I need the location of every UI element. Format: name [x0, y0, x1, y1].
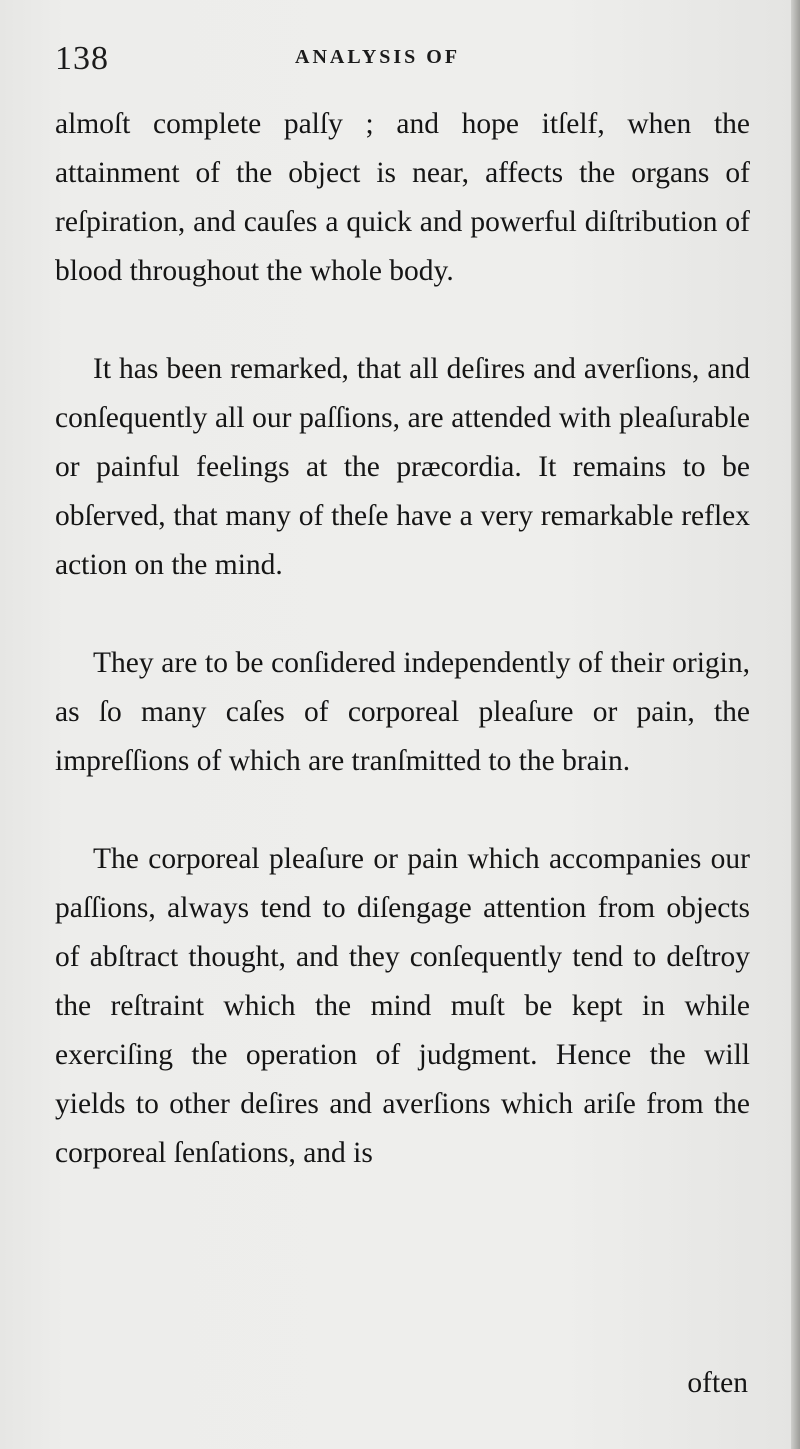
page-number: 138 [55, 40, 109, 77]
paragraph-continuation: almoſt complete palſy ; and hope itſelf, when the attainment of the object is near, affects the organs of reſpiration, and cauſes a quick and powerful diſtribution of blood throughout the whole body. [55, 108, 750, 287]
running-head: ANALYSIS OF [295, 46, 461, 68]
page-header [55, 40, 750, 80]
paragraph-judgment: The corporeal pleaſure or pain which accompanies our paſſions, always tend to diſengage attention from objects of abſtract thought, and they conſequently tend to deſtroy the reſtraint which the mind muſt be kept in while exerciſing the operation of judgment. Hence the will yields to other deſires and averſions which ariſe from the corporeal ſenſations, and is [55, 843, 750, 1169]
catchword: often [687, 1367, 748, 1399]
page-edge-shadow [791, 0, 800, 1449]
body-text [55, 100, 750, 1178]
paragraph-reflex-action: It has been remarked, that all deſires and averſions, and conſequently all our paſſions, are attended with pleaſurable or painful feelings at the præcordia. It remains to be obſerved, that many of theſe have a very remarkable reflex action on the mind. [55, 353, 750, 581]
paragraph-corporeal-pleasure: They are to be conſidered independently of their origin, as ſo many caſes of corporeal pleaſure or pain, the impreſſions of which are tranſmitted to the brain. [55, 647, 750, 777]
